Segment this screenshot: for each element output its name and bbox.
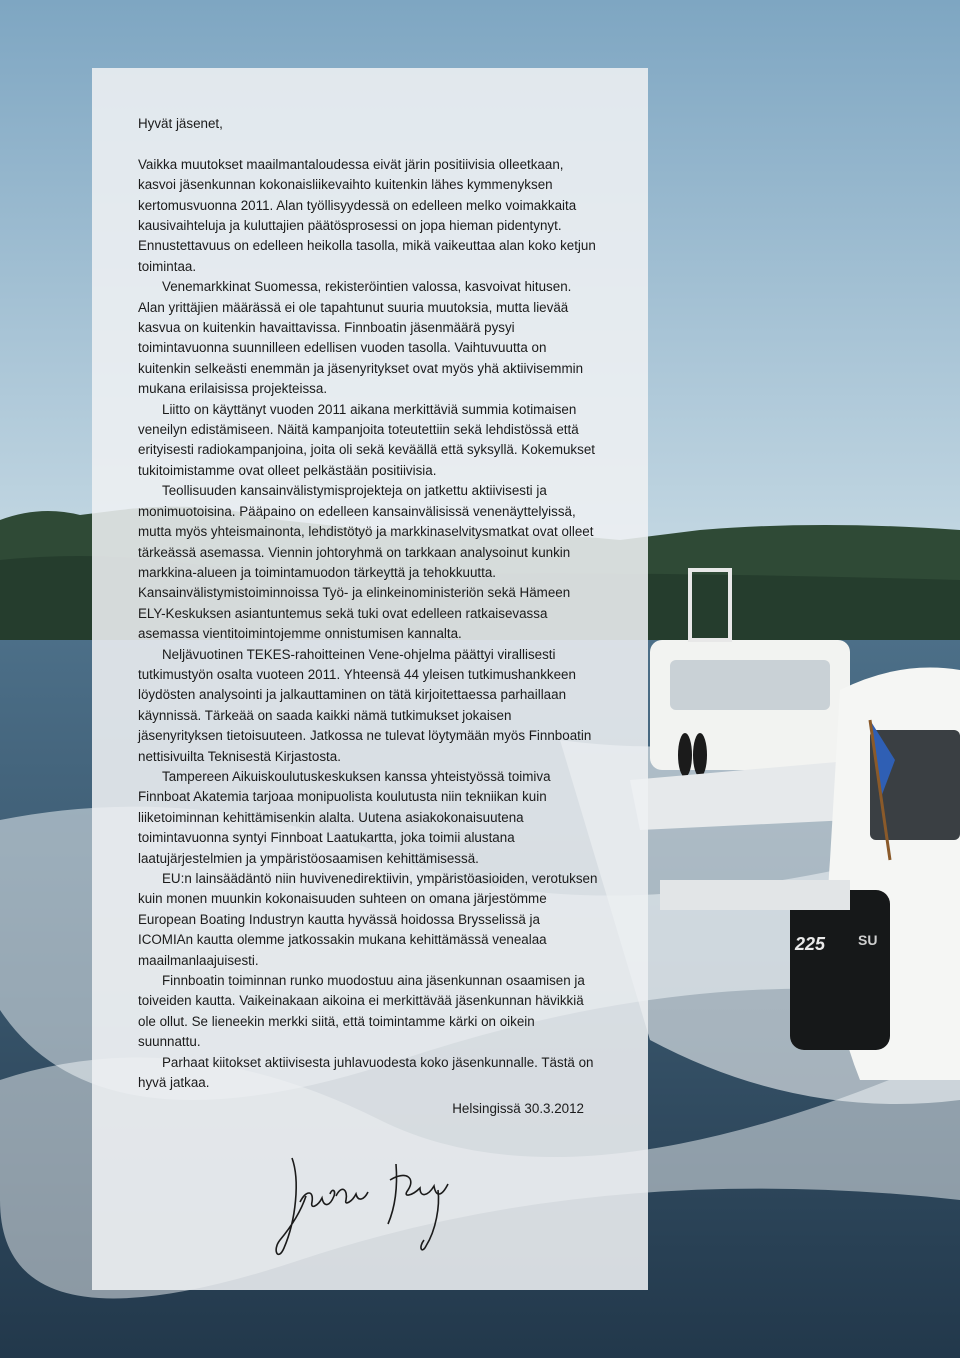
letter-paragraph: Venemarkkinat Suomessa, rekisteröintien valossa, kasvoivat hitusen. Alan yrittäjien määrässä ei ole tapahtunut suuria muutoksia, mutta lievää kasvua on kuitenkin havaittavissa. Finnboatin jäsenmäärä pysyi toimintavuonna suunnilleen edellisen vuoden tasolla. Vaihtuvuutta on kuitenkin selkeästi enemmän ja jäsenyritykset ovat myös yhä aktiivisemmin mukana erilaisissa projekteissa.	[138, 279, 584, 397]
letter-paragraph: Finnboatin toiminnan runko muodostuu aina jäsenkunnan osaamisen ja toiveiden kautta. Vaikeinakaan aikoina ei merkittävää jäsenkunnan hävikkiä ole ollut. Se lieneekin merkki siitä, että toimintamme kärki on oikein suunnattu.	[138, 973, 585, 1050]
letter-paragraph: Teollisuuden kansainvälistymisprojekteja on jatkettu aktiivisesti ja monimuotoisina. Pääpaino on edelleen kansainvälisissä venenäyttelyissä, mutta myös yhteismainonta, lehdistötyö ja markkinaselvitysmatkat ovat olleet tärkeässä asemassa. Viennin johtoryhmä on tarkkaan analysoinut kunkin markkina-alueen ja toimintamuodon tärkeyttä ja tehokkuutta. Kansainvälistymistoiminnoissa Työ- ja elinkeinoministeriön sekä Hämeen ELY-Keskuksen asiantuntemus sekä tuki ovat edelleen ratkaisevassa asemassa vientitoimintojemme onnistumisen kannalta.	[138, 483, 594, 642]
letter-greeting: Hyvät jäsenet,	[138, 116, 223, 131]
motor-brand-label: SU	[858, 932, 878, 948]
letter-paragraph: Liitto on käyttänyt vuoden 2011 aikana merkittäviä summia kotimaisen veneilyn edistämiseen. Näitä kampanjoita toteutettiin sekä lehdistössä että erityisesti radiokampanjoina, joita oli sekä keväällä että syksyllä. Kokemukset tukitoimistamme ovat olleet pelkästään positiivisia.	[138, 401, 595, 478]
letter-paragraph: Parhaat kiitokset aktiivisesta juhlavuodesta koko jäsenkunnalle. Tästä on hyvä jatkaa.	[138, 1054, 594, 1091]
letter-body	[138, 114, 598, 1120]
letter-paragraph: EU:n lainsäädäntö niin huvivenedirektiivin, ympäristöasioiden, verotuksen kuin monen muunkin kokonaisuuden suhteen on omana järjestömme European Boating Industryn kautta hyvässä hoidossa Brysselissä ja ICOMIAn kautta olemme jatkossakin mukana kehittämässä venealaa maailmanlaajuisesti.	[138, 871, 598, 968]
motor-model-label: 225	[795, 934, 826, 954]
letter-paragraph: Neljävuotinen TEKES-rahoitteinen Vene-ohjelma päättyi virallisesti tutkimustyön osalta vuoteen 2011. Yhteensä 44 yleisen tutkimushankkeen löydösten analysointi ja jalkauttaminen on tätä kirjoitettaessa parhaillaan käynnissä. Tärkeää on saada kaikki nämä tutkimukset jokaisen jäsenyrityksen tietoisuuteen. Jatkossa ne tulevat löytymään myös Finnboatin nettisivuilta Teknisestä Kirjastosta.	[138, 646, 592, 764]
letter-paragraph: Tampereen Aikuiskoulutuskeskuksen kanssa yhteistyössä toimiva Finnboat Akatemia tarjoaa monipuolista koulutusta niin tekniikan kuin liiketoiminnan kehittämisenkin alalta. Uutena asiakokonaisuutena toimintavuonna syntyi Finnboat Laatukartta, joka toimii alustana laatujärjestelmien ja ympäristöosaamisen kehittämisessä.	[138, 768, 551, 866]
place-date: Helsingissä 30.3.2012	[452, 1101, 584, 1117]
handwritten-signature	[270, 1150, 470, 1270]
letter-paragraph: Vaikka muutokset maailmantaloudessa eivät järin positiivisia olleetkaan, kasvoi jäsenkunnan kokonaisliikevaihto kuitenkin lähes kymmenyksen kertomusvuonna 2011. Alan työllisyydessä on edelleen melko voimakkaita kausivaihteluja ja kuluttajien päätösprosessi on jopa hieman pidentynyt. Ennustettavuus on edelleen heikolla tasolla, mikä vaikeuttaa alan koko ketjun toimintaa.	[138, 156, 596, 274]
